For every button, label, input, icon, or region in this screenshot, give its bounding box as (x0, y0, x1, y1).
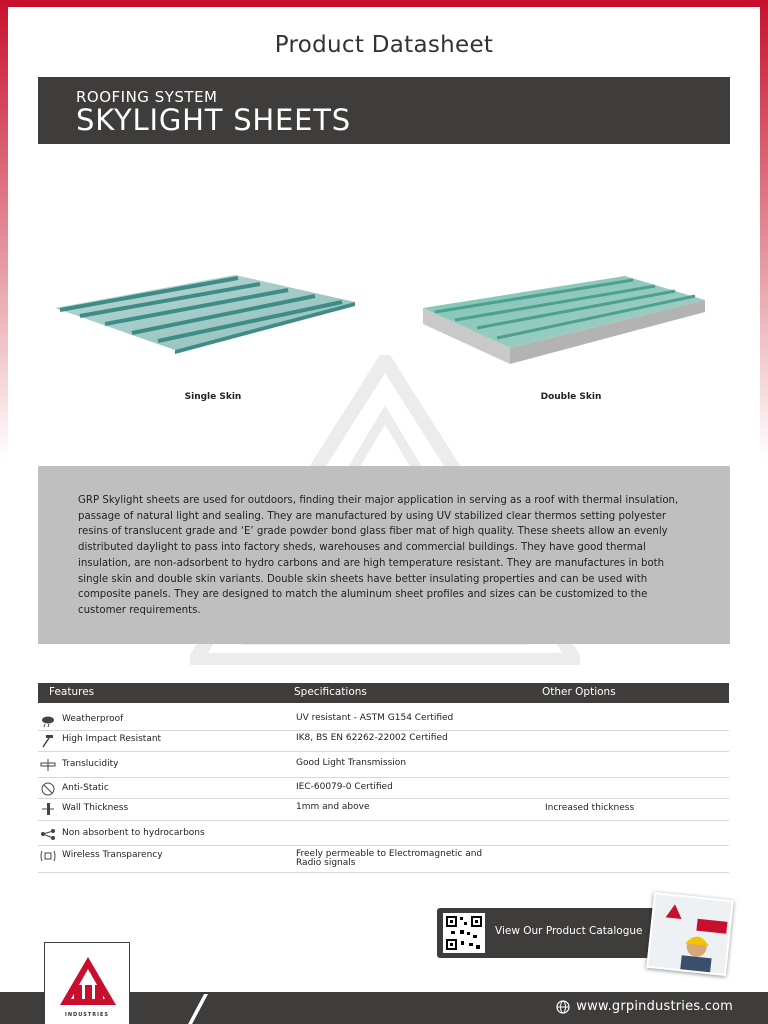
description-text: GRP Skylight sheets are used for outdoors, finding their major application in serving as a roof with thermal insulation, passage of natural light and sealing. They are manufactured by using UV stabilized clear thermos setting polyester resins of translucent grade and ‘E’ grade powder bond glass fiber mat of high quality. These sheets allow an evenly distributed daylight to pass into factory sheds, warehouses and commercial buildings. They have good thermal insulation, are non-adsorbent to hydro carbons and are high temperature resistant. They are manufactures in both single skin and double skin variants. Double skin sheets have better insulating properties and can be used with composite panels. They are designed to match the aluminum sheet profiles and sizes can be customized to the customer requirements. (78, 495, 679, 616)
single-skin-caption: Single Skin (184, 392, 242, 402)
spec-value: Freely permeable to Electromagnetic and Radio signals (296, 849, 483, 868)
spec-value: 1mm and above (296, 802, 370, 812)
description-panel (38, 466, 730, 644)
header-specifications: Specifications (294, 686, 367, 698)
catalogue-label: View Our Product Catalogue (495, 925, 643, 937)
table-row (38, 711, 729, 731)
molecule-icon (40, 827, 56, 841)
feature-name: Anti-Static (62, 783, 109, 793)
catalogue-cover-image (646, 892, 734, 976)
hero-banner (38, 77, 730, 144)
table-row (38, 846, 729, 873)
feature-name: Wall Thickness (62, 803, 129, 813)
table-row (38, 731, 729, 752)
hero-subtitle: ROOFING SYSTEM (76, 88, 218, 106)
table-row (38, 778, 729, 799)
feature-name: Weatherproof (62, 714, 124, 724)
spec-table-header (38, 683, 729, 703)
header-other-options: Other Options (542, 686, 616, 698)
table-row (38, 752, 729, 778)
feature-name: Translucidity (62, 759, 119, 769)
double-skin-caption: Double Skin (540, 392, 602, 402)
left-accent-gradient (0, 0, 8, 460)
double-skin-image (415, 268, 710, 368)
feature-name: High Impact Resistant (62, 734, 162, 744)
spec-value: IEC-60079-0 Certified (296, 782, 393, 792)
right-accent-gradient (760, 0, 768, 460)
wireless-icon (40, 849, 56, 863)
top-accent-bar (0, 0, 768, 7)
anti-static-icon (40, 782, 56, 796)
spec-value: IK8, BS EN 62262-22002 Certified (296, 733, 448, 743)
website-link[interactable]: www.grpindustries.com (576, 999, 733, 1014)
header-features: Features (49, 686, 95, 698)
feature-name: Wireless Transparency (62, 850, 163, 860)
thickness-icon (40, 802, 56, 816)
cloud-rain-icon (40, 714, 56, 728)
single-skin-image (50, 270, 360, 360)
other-option: Increased thickness (545, 803, 635, 813)
globe-icon (556, 1000, 570, 1014)
logo-industries-text: INDUSTRIES (65, 1012, 109, 1018)
page-title: Product Datasheet (274, 32, 494, 58)
grp-logo-icon (58, 955, 118, 1007)
feature-name: Non absorbent to hydrocarbons (62, 828, 205, 838)
qr-code-icon (443, 913, 485, 953)
light-pass-icon (40, 758, 56, 772)
company-logo (44, 942, 130, 1024)
spec-value: Good Light Transmission (296, 758, 407, 768)
hammer-icon (40, 734, 56, 748)
spec-value: UV resistant - ASTM G154 Certified (296, 713, 454, 723)
table-row (38, 799, 729, 821)
table-row (38, 821, 729, 846)
hero-title: SKYLIGHT SHEETS (76, 103, 352, 137)
